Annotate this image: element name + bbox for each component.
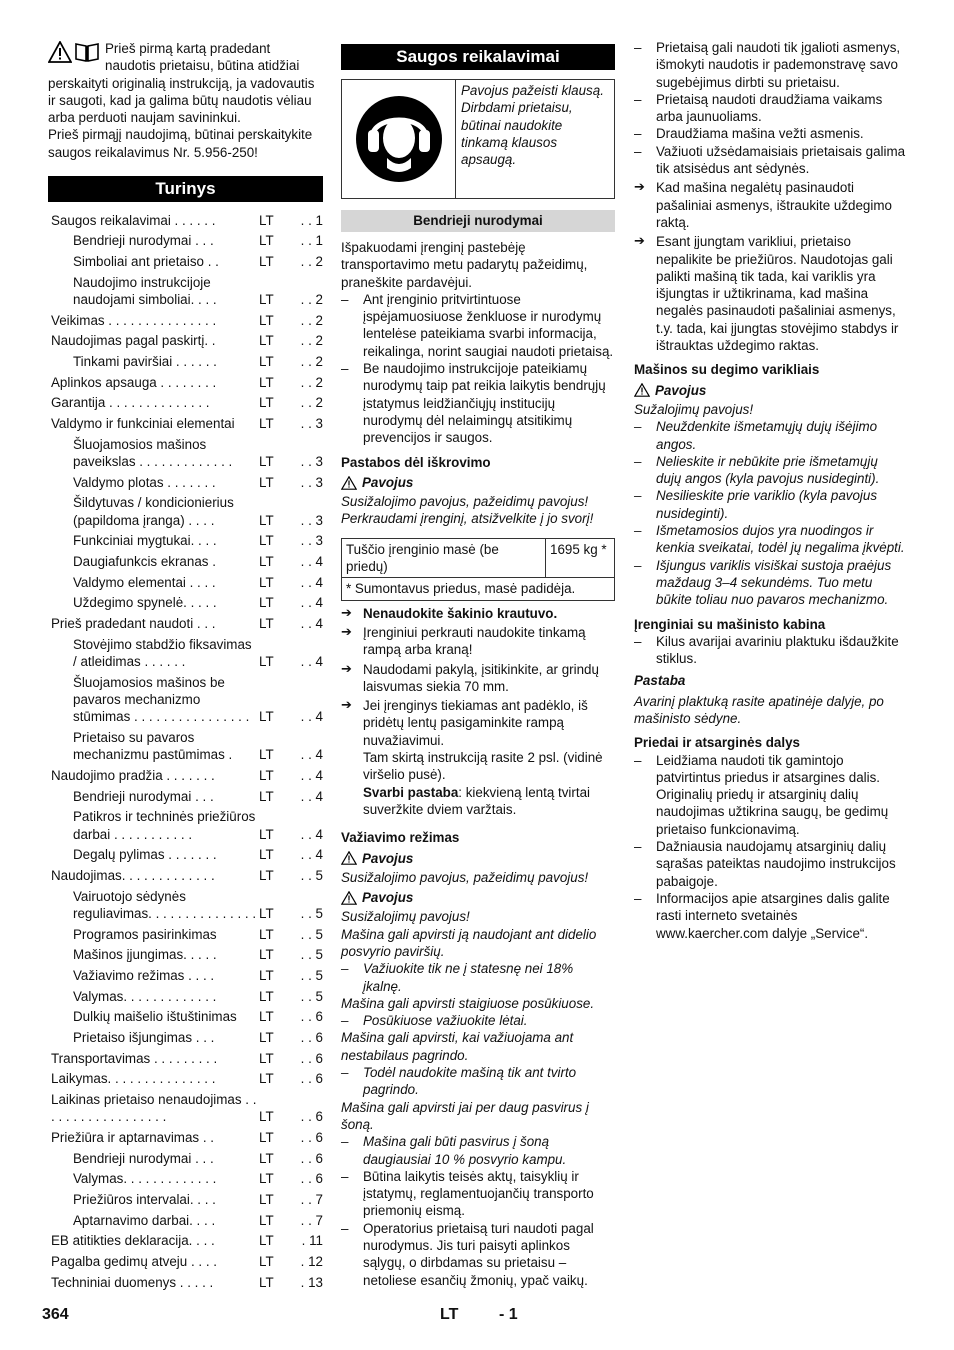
toc-entry xyxy=(48,393,323,414)
toc-entry-title: Naudojimas. . . . . . . . . . . . . xyxy=(51,867,215,883)
toc-entry-title: Tinkami paviršiai . . . . . . xyxy=(73,354,217,370)
warning-icon xyxy=(341,891,357,905)
toc-entry-page: . . 5 xyxy=(300,988,323,1004)
toc-entry-title: Bendrieji nurodymai . . . xyxy=(73,233,214,249)
toc-entry xyxy=(48,613,323,634)
toc-entry-page: . . 4 xyxy=(300,595,323,611)
column-middle xyxy=(341,40,615,1289)
unload-warning: Susižalojimo pavojus, pažeidimų pavojus! Perkraudami įrenginį, atsižvelkite į jo svorį! xyxy=(341,494,594,527)
toc-entry xyxy=(48,1251,323,1272)
toc-entry-title: Programos pasirinkimas xyxy=(73,926,217,942)
toc-entry-lang: LT xyxy=(259,212,274,228)
toc-entry-page: . . 5 xyxy=(300,867,323,883)
toc-entry xyxy=(48,434,323,472)
toc-entry-lang: LT xyxy=(259,905,274,921)
toc-entry xyxy=(48,924,323,945)
toc-entry-lang: LT xyxy=(259,709,274,725)
toc-entry-page: . . 4 xyxy=(300,767,323,783)
toc-entry xyxy=(48,765,323,786)
weight-note: * Sumontavus priedus, masė padidėja. xyxy=(342,578,615,600)
toc-entry-page: . . 4 xyxy=(300,574,323,590)
toc-entry-lang: LT xyxy=(259,312,274,328)
engine-list xyxy=(634,418,906,608)
toc-entry-title: Prietaiso su pavaros mechanizmu pastūmimas . xyxy=(73,729,233,763)
accessories-heading: Priedai ir atsarginės dalys xyxy=(634,735,800,751)
toc-entry-title: Garantija . . . . . . . . . . . . . . xyxy=(51,395,210,411)
toc-entry-title: Naudojimo instrukcijoje naudojami simboliai. . . . xyxy=(73,274,217,308)
note-text: Avarinį plaktuką rasite apatinėje dalyje, po mašinisto sėdyne. xyxy=(634,693,884,726)
toc-entry-lang: LT xyxy=(259,595,274,611)
toc-entry xyxy=(48,672,323,727)
toc-entry-page: . . 2 xyxy=(300,354,323,370)
list-item: – Be naudojimo instrukcijoje pateikiamų nurodymų taip pat reikia laikytis bendrųjų įstatymus leidžiančiųjų institucijų nurodymų dėl nelaimingų atsitikimų prevencijos ir saugos. xyxy=(341,360,615,446)
toc-entry-lang: LT xyxy=(259,554,274,570)
list-item: – Todėl naudokite mašiną tik ant tvirto pagrindo. xyxy=(341,1064,615,1099)
toc-entry-title: Dulkių maišelio ištuštinimas xyxy=(73,1009,237,1025)
toc-entry-lang: LT xyxy=(259,826,274,842)
list-item: ➔ Įrenginiui perkrauti naudokite tinkamą rampą arba kraną! xyxy=(341,624,615,659)
warning-icon xyxy=(341,476,357,490)
toc-entry xyxy=(48,331,323,352)
toc-entry-title: EB atitikties deklaracija. . . . xyxy=(51,1233,215,1249)
list-item: – Važiuokite tik ne į statesnę nei 18% įkalnę. xyxy=(341,960,615,995)
drive-list xyxy=(341,960,615,995)
toc-entry-page: . . 5 xyxy=(300,905,323,921)
toc-entry-title: Transportavimas . . . . . . . . . xyxy=(51,1050,218,1066)
toc-entry xyxy=(48,1231,323,1252)
list-item: – Ant įrenginio pritvirtintuose įspėjamuosiuose ženkluose ir nurodymų lentelėse pateikiama svarbi informacija, reikalinga, norint saugiai naudoti prietaisą. xyxy=(341,291,615,360)
subsection-title: Bendrieji nurodymai xyxy=(341,210,615,232)
section-title: Saugos reikalavimai xyxy=(341,44,615,70)
toc-entry-title: Vairuotojo sėdynės reguliavimas. . . . . . . . . . . . . . . xyxy=(73,888,257,921)
page-number: 364 xyxy=(42,1306,69,1323)
toc-entry-lang: LT xyxy=(259,1129,274,1145)
toc-entry xyxy=(48,1007,323,1028)
toc-entry-lang: LT xyxy=(259,947,274,963)
drive-list xyxy=(341,1064,615,1099)
toc-entry xyxy=(48,986,323,1007)
toc-entry-title: Važiavimo režimas . . . . xyxy=(73,967,215,983)
weight-value: 1695 kg * xyxy=(546,538,615,578)
toc-entry-page: . . 7 xyxy=(300,1191,323,1207)
toc-entry xyxy=(48,251,323,272)
toc-entry xyxy=(48,472,323,493)
toc-entry xyxy=(48,593,323,614)
toc-entry-page: . . 1 xyxy=(300,233,323,249)
toc-entry-page: . . 2 xyxy=(300,374,323,390)
toc-entry-lang: LT xyxy=(259,1109,274,1125)
toc-entry-title: Valdymo ir funkciniai elementai xyxy=(51,416,235,432)
toc-entry-title: Uždegimo spynelė. . . . . xyxy=(73,595,217,611)
general-list xyxy=(341,291,615,447)
list-item: – Informacijos apie atsargines dalis galite rasti interneto svetainės www.kaercher.com dalyje „Service“. xyxy=(634,890,906,942)
toc-entry-page: . . 3 xyxy=(300,474,323,490)
toc-entry-title: Valymas. . . . . . . . . . . . . xyxy=(73,1171,217,1187)
toc-entry xyxy=(48,807,323,845)
toc-entry-lang: LT xyxy=(259,1212,274,1228)
toc-entry-page: . . 2 xyxy=(300,312,323,328)
toc-entry-lang: LT xyxy=(259,512,274,528)
toc-entry-page: . . 3 xyxy=(300,512,323,528)
toc-entry-title: Laikinas prietaiso nenaudojimas . . . . . . . . . . . . . . . . . . xyxy=(51,1091,257,1125)
toc-entry-title: Pagalba gedimų atveju . . . . xyxy=(51,1253,217,1269)
toc-entry-page: . . 4 xyxy=(300,709,323,725)
toc-entry-page: . . 5 xyxy=(300,926,323,942)
toc-entry-title: Priežiūra ir aptarnavimas . . xyxy=(51,1129,214,1145)
toc-entry-title: Laikymas. . . . . . . . . . . . . . . xyxy=(51,1071,216,1087)
list-item: ➔ Kad mašina negalėtų pasinaudoti pašaliniai asmenys, ištraukite uždegimo raktą. xyxy=(634,179,906,231)
toc-entry-lang: LT xyxy=(259,1071,274,1087)
toc-entry-page: . . 4 xyxy=(300,554,323,570)
toc-entry-page: . . 5 xyxy=(300,947,323,963)
toc-entry-title: Funkciniai mygtukai. . . . xyxy=(73,533,217,549)
toc-entry-lang: LT xyxy=(259,1150,274,1166)
toc-entry-page: . . 4 xyxy=(300,826,323,842)
toc-entry-title: Techniniai duomenys . . . . . xyxy=(51,1274,214,1290)
accessories-list xyxy=(634,752,906,942)
toc-entry-page: . . 3 xyxy=(300,454,323,470)
toc-entry xyxy=(48,310,323,331)
toc-entry xyxy=(48,1089,323,1127)
intro xyxy=(48,40,323,161)
toc-entry-title: Veikimas . . . . . . . . . . . . . . . xyxy=(51,312,217,328)
warning-icon xyxy=(341,851,357,865)
toc-entry-lang: LT xyxy=(259,1050,274,1066)
toc-entry-title: Bendrieji nurodymai . . . xyxy=(73,788,214,804)
toc-entry-page: . . 6 xyxy=(300,1009,323,1025)
toc-entry xyxy=(48,1069,323,1090)
list-item: – Operatorius prietaisą turi naudoti pagal nurodymus. Jis turi paisyti aplinkos sąlygų, o dirbdamas su prietaisu – netoliese esančių žmonių, ypač vaikų. xyxy=(341,1220,615,1289)
toc-entry-lang: LT xyxy=(259,788,274,804)
toc-entry-lang: LT xyxy=(259,474,274,490)
toc-entry-lang: LT xyxy=(259,292,274,308)
toc-entry-lang: LT xyxy=(259,1171,274,1187)
toc-entry xyxy=(48,551,323,572)
list-item: ➔ Esant įjungtam varikliui, prietaiso nepalikite be priežiūros. Naudotojas gali palikti mašiną tik tada, kai variklis yra išjungtas ir užtikrinama, kad mašina negalės pasinaudoti pašaliniai asmenys, t.y. tada, kai įjungtas stovėjimo stabdys ir ištrauktas uždegimo raktas. xyxy=(634,233,906,354)
toc-entry xyxy=(48,272,323,310)
toc-entry-lang: LT xyxy=(259,747,274,763)
column-left xyxy=(48,40,323,1293)
toc-entry-page: . . 2 xyxy=(300,395,323,411)
toc-entry-title: Šildytuvas / kondicionierius (papildoma įranga) . . . . xyxy=(73,495,234,528)
toc-entry-title: Valdymo elementai . . . . xyxy=(73,574,216,590)
toc-entry xyxy=(48,1169,323,1190)
list-item: – Nesilieskite prie variklio (kyla pavojus nusideginti). xyxy=(634,487,906,522)
toc-entry-title: Degalų pylimas . . . . . . . xyxy=(73,847,217,863)
toc-entry xyxy=(48,372,323,393)
danger-label xyxy=(634,382,906,399)
toc-entry-lang: LT xyxy=(259,616,274,632)
warning-icon xyxy=(48,41,72,63)
danger-text: Pavojus xyxy=(362,474,414,490)
drive-text: Mašina gali apvirsti ją naudojant ant didelio posvyrio paviršių. xyxy=(341,926,597,959)
list-item: – Leidžiama naudoti tik gamintojo patvirtintus priedus ir atsargines dalis. Originalių priedų ir atsarginių dalių naudojimas užtikrina saugų, be gedimų prietaiso funkcionavimą. xyxy=(634,752,906,838)
toc-title: Turinys xyxy=(48,176,323,202)
engine-heading: Mašinos su degimo varikliais xyxy=(634,362,820,378)
toc-entry xyxy=(48,531,323,552)
toc-entry-lang: LT xyxy=(259,1029,274,1045)
toc-entry xyxy=(48,1027,323,1048)
list-item: – Draudžiama mašina vežti asmenis. xyxy=(634,125,906,142)
intro-text: Prieš pirmą kartą pradedant naudotis prietaisu, būtina atidžiai perskaityti originalią instrukciją, ja vadovautis ir saugoti, kad ja galima būtų naudotis vėliau arba perduoti naujam savininkui. xyxy=(48,41,315,126)
toc-entry-title: Bendrieji nurodymai . . . xyxy=(73,1150,214,1166)
toc-entry-lang: LT xyxy=(259,926,274,942)
toc-entry-lang: LT xyxy=(259,988,274,1004)
toc-entry-title: Aptarnavimo darbai. . . . xyxy=(73,1212,216,1228)
toc-entry-page: . . 6 xyxy=(300,1050,323,1066)
list-item: – Prietaisą gali naudoti tik įgalioti asmenys, išmokyti naudotis ir pademonstravę savo sugebėjimus dirbti su prietaisu. xyxy=(634,39,906,91)
drive-warning: Susižalojimų pavojus! xyxy=(341,909,470,925)
list-item: – Išmetamosios dujos yra nuodingos ir kenkia sveikatai, todėl jų negalima įkvėpti. xyxy=(634,522,906,557)
important-text: : kiekvieną lentą tvirtai suveržkite dviem varžtais. xyxy=(363,784,591,817)
hearing-protection-box xyxy=(341,79,615,199)
toc-entry-page: . . 2 xyxy=(300,254,323,270)
toc-entry-title: Naudojimo pradžia . . . . . . . xyxy=(51,767,215,783)
toc-entry-lang: LT xyxy=(259,454,274,470)
toc-entry-lang: LT xyxy=(259,867,274,883)
toc-entry-title: Naudojimas pagal paskirtį. . xyxy=(51,333,216,349)
toc-entry-page: . . 6 xyxy=(300,1129,323,1145)
list-item: – Kilus avarijai avariniu plaktuku išdaužkite stiklus. xyxy=(634,633,906,668)
list-item: – Važiuoti užsėdamaisiais prietaisais galima tik atsisėdus ant sėdynės. xyxy=(634,143,906,178)
toc-entry-lang: LT xyxy=(259,1233,274,1249)
drive-warning: Susižalojimo pavojus, pažeidimų pavojus! xyxy=(341,869,589,885)
toc-entry xyxy=(48,1127,323,1148)
toc-entry-page: . . 4 xyxy=(300,747,323,763)
toc-entry-title: Aplinkos apsauga . . . . . . . . xyxy=(51,374,217,390)
intro-icons xyxy=(48,41,100,63)
toc-entry xyxy=(48,727,323,765)
toc-entry xyxy=(48,1048,323,1069)
toc-entry xyxy=(48,1189,323,1210)
manual-book-icon xyxy=(74,41,100,63)
toc-entry xyxy=(48,1210,323,1231)
toc-entry-title: Valymas. . . . . . . . . . . . . xyxy=(73,988,217,1004)
drive-heading: Važiavimo režimas xyxy=(341,830,460,846)
danger-text: Pavojus xyxy=(362,850,414,866)
toc-entry-title: Simboliai ant prietaiso . . xyxy=(73,254,219,270)
toc-entry xyxy=(48,493,323,531)
toc-entry-page: . . 2 xyxy=(300,333,323,349)
unload-heading: Pastabos dėl iškrovimo xyxy=(341,454,491,470)
toc-entry xyxy=(48,634,323,672)
toc-entry-title: Šluojamosios mašinos paveikslas . . . . . . . . . . . . . xyxy=(73,436,233,470)
toc-entry xyxy=(48,231,323,252)
cab-heading: Įrenginiai su mašinisto kabina xyxy=(634,616,826,632)
toc-entry xyxy=(48,886,323,924)
key-list xyxy=(634,179,906,354)
toc-entry-page: . . 4 xyxy=(300,788,323,804)
weight-table xyxy=(341,538,615,601)
toc-entry-lang: LT xyxy=(259,254,274,270)
list-item: – Prietaisą naudoti draudžiama vaikams arba jaunuoliams. xyxy=(634,91,906,126)
toc-entry-lang: LT xyxy=(259,533,274,549)
intro-text-2: Prieš pirmąjį naudojimą, būtinai perskaitykite saugos reikalavimus Nr. 5.956-250! xyxy=(48,127,313,160)
toc-entry-lang: LT xyxy=(259,1274,274,1290)
hearing-warning-text: Pavojus pažeisti klausą. Dirbdami prietaisu, būtinai naudokite tinkamą klausos apsaugą. xyxy=(461,83,604,168)
drive-list xyxy=(341,1133,615,1289)
toc-entry-page: . . 6 xyxy=(300,1071,323,1087)
list-item: – Nelieskite ir nebūkite prie išmetamųjų dujų angos (kyla pavojus nusideginti). xyxy=(634,453,906,488)
toc-entry-page: . 11 xyxy=(301,1233,323,1249)
toc-entry-lang: LT xyxy=(259,416,274,432)
drive-text: Mašina gali apvirsti staigiuose posūkiuose. xyxy=(341,995,595,1011)
weight-label: Tuščio įrenginio masė (be priedų) xyxy=(342,538,546,578)
toc-entry xyxy=(48,210,323,231)
toc-entry xyxy=(48,1148,323,1169)
drive-text: Mašina gali apvirsti, kai važiuojama ant nestabilaus pagrindo. xyxy=(341,1030,574,1063)
toc-entry-page: . 12 xyxy=(300,1253,323,1269)
drive-text: Mašina gali apvirsti jai per daug pasvirus į šoną. xyxy=(341,1099,589,1132)
toc-entry-page: . . 6 xyxy=(300,1109,323,1125)
toc-entry-page: . . 6 xyxy=(300,1171,323,1187)
toc-entry-title: Stovėjimo stabdžio fiksavimas / atleidimas . . . . . . xyxy=(73,636,252,670)
toc-entry-page: . . 3 xyxy=(300,533,323,549)
drive-list xyxy=(341,1012,615,1029)
toc-entry-page: . . 1 xyxy=(300,212,323,228)
list-item xyxy=(341,697,615,818)
toc-entry-page: . . 7 xyxy=(300,1212,323,1228)
toc-entry-page: . . 6 xyxy=(300,1029,323,1045)
danger-text: Pavojus xyxy=(362,890,414,906)
toc-entry-title: Daugiafunkcis ekranas . xyxy=(73,554,216,570)
important-label: Svarbi pastaba xyxy=(363,784,459,800)
toc-entry-page: . . 4 xyxy=(300,654,323,670)
note-label: Pastaba xyxy=(634,673,686,689)
toc-entry-lang: LT xyxy=(259,1253,274,1269)
toc-entry xyxy=(48,965,323,986)
toc-entry xyxy=(48,351,323,372)
toc-entry xyxy=(48,1272,323,1293)
danger-label xyxy=(341,889,615,906)
toc-entry-lang: LT xyxy=(259,1191,274,1207)
toc-entry-page: . . 6 xyxy=(300,1150,323,1166)
list-item: – Neuždenkite išmetamųjų dujų išėjimo angos. xyxy=(634,418,906,453)
toc-entry xyxy=(48,413,323,434)
toc-entry-lang: LT xyxy=(259,654,274,670)
toc-entry-title: Mašinos įjungimas. . . . . xyxy=(73,947,217,963)
column-right xyxy=(634,40,906,942)
toc-entry-page: . . 4 xyxy=(300,616,323,632)
toc-entry-page: . . 2 xyxy=(300,292,323,308)
table-of-contents xyxy=(48,210,323,1293)
danger-label xyxy=(341,474,615,491)
toc-entry-title: Prietaiso išjungimas . . . xyxy=(73,1029,215,1045)
toc-entry-title: Saugos reikalavimai . . . . . . xyxy=(51,212,216,228)
unload-list xyxy=(341,605,615,819)
operator-list xyxy=(634,39,906,177)
toc-entry xyxy=(48,865,323,886)
toc-entry-page: . 13 xyxy=(300,1274,323,1290)
list-item-text: Jei įrenginys tiekiamas ant padėklo, iš pridėtų lentų pasigaminkite rampą nuvažiavimui. xyxy=(363,698,588,748)
list-item-text: Tam skirtą instrukciją rasite 2 psl. (vidinė viršelio pusė). xyxy=(363,750,603,783)
toc-entry xyxy=(48,845,323,866)
toc-entry-lang: LT xyxy=(259,374,274,390)
toc-entry-lang: LT xyxy=(259,847,274,863)
toc-entry-lang: LT xyxy=(259,233,274,249)
language-code: LT xyxy=(440,1306,459,1323)
toc-entry-lang: LT xyxy=(259,767,274,783)
list-item: ➔ Nenaudokite šakinio krautuvo. xyxy=(341,605,615,622)
toc-entry-title: Priežiūros intervalai. . . . xyxy=(73,1191,216,1207)
hearing-protection-pictogram xyxy=(342,80,456,198)
toc-entry-page: . . 3 xyxy=(300,416,323,432)
danger-text: Pavojus xyxy=(655,382,707,398)
ear-protection-icon xyxy=(354,94,444,184)
toc-entry-title: Valdymo plotas . . . . . . . xyxy=(73,474,216,490)
toc-entry xyxy=(48,572,323,593)
warning-icon xyxy=(634,383,650,397)
list-item: – Mašina gali būti pasvirus į šoną daugiausiai 10 % posvyrio kampu. xyxy=(341,1133,615,1168)
toc-entry-lang: LT xyxy=(259,395,274,411)
toc-entry-lang: LT xyxy=(259,354,274,370)
toc-entry-title: Šluojamosios mašinos be pavaros mechanizmo stūmimas . . . . . . . . . . . . . . . . xyxy=(73,674,250,725)
toc-entry xyxy=(48,945,323,966)
toc-entry-title: Patikros ir techninės priežiūros darbai . . . . . . . . . . . xyxy=(73,809,256,842)
cab-list xyxy=(634,633,906,668)
engine-warning: Sužalojimų pavojus! xyxy=(634,401,754,417)
toc-entry-page: . . 4 xyxy=(300,847,323,863)
danger-label xyxy=(341,850,615,867)
list-item: – Būtina laikytis teisės aktų, taisyklių ir įstatymų, reglamentuojančių transporto priemonių eismą. xyxy=(341,1168,615,1220)
list-item: ➔ Naudodami pakylą, įsitikinkite, ar grindų laisvumas siekia 70 mm. xyxy=(341,661,615,696)
list-item: – Posūkiuose važiuokite lėtai. xyxy=(341,1012,615,1029)
toc-entry-lang: LT xyxy=(259,574,274,590)
list-item: – Dažniausia naudojamų atsarginių dalių sąrašas pateiktas naudojimo instrukcijos pabaigoje. xyxy=(634,838,906,890)
toc-entry-page: . . 5 xyxy=(300,967,323,983)
toc-entry-lang: LT xyxy=(259,967,274,983)
toc-entry-lang: LT xyxy=(259,1009,274,1025)
toc-entry-lang: LT xyxy=(259,333,274,349)
toc-entry xyxy=(48,786,323,807)
list-item-text xyxy=(363,784,615,819)
list-item: – Išjungus variklis visiškai sustoja praėjus maždaug 3–4 sekundėms. Tuo metu būkite toliau nuo pavaros mechanizmo. xyxy=(634,557,906,609)
section-page-number: - 1 xyxy=(499,1306,518,1323)
paragraph: Išpakuodami įrenginį pastebėję transportavimo metu padarytų pažeidimų, praneškite pardavėjui. xyxy=(341,240,588,290)
toc-entry-title: Prieš pradedant naudoti . . . xyxy=(51,616,216,632)
